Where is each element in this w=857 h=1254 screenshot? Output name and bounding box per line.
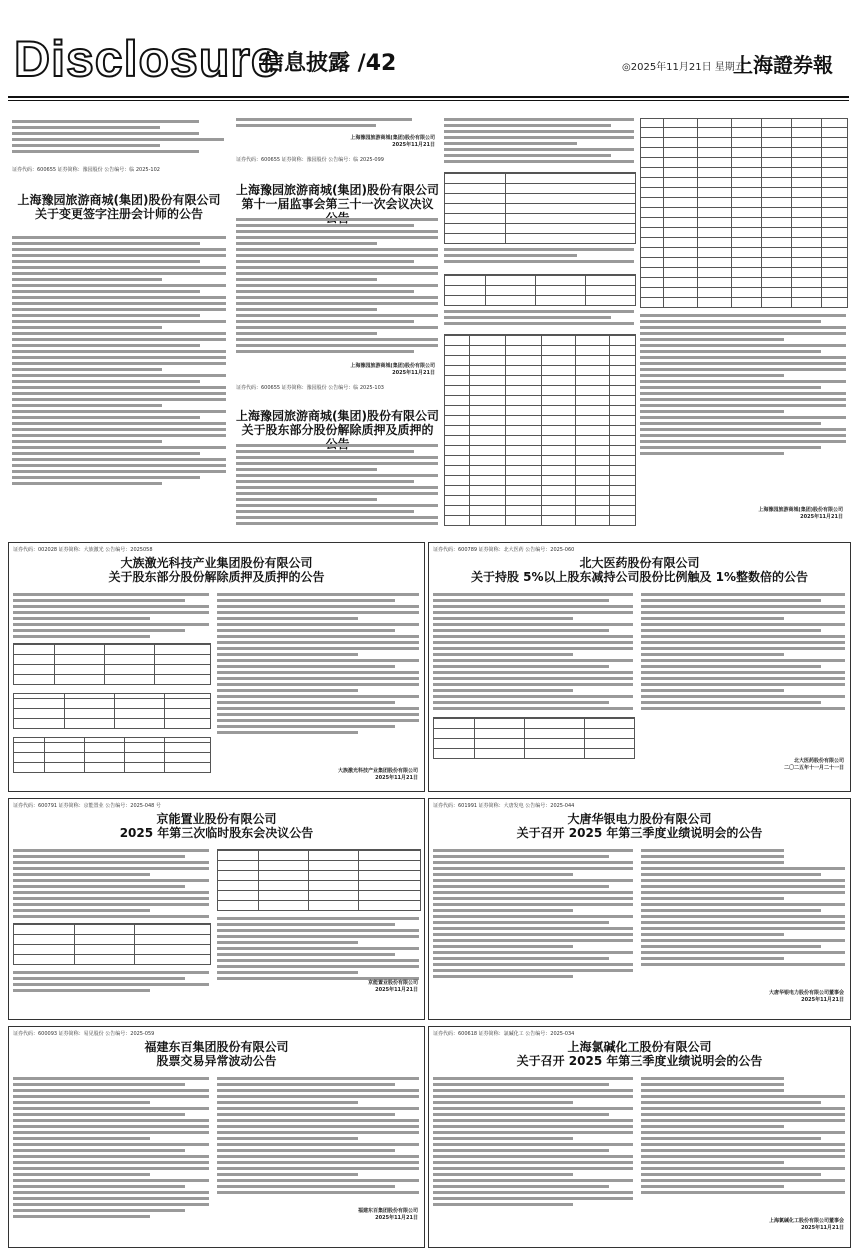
- notice-title: 京能置业股份有限公司 2025 年第三次临时股东会决议公告: [119, 812, 314, 840]
- notice-body: [433, 1077, 633, 1209]
- data-table: [13, 737, 211, 773]
- notice-body: [433, 593, 633, 713]
- notice-body: [433, 849, 633, 981]
- notice-body: [13, 849, 209, 921]
- notice-body: [13, 1077, 209, 1221]
- notice-signature: 北大医药股份有限公司 二〇二五年十一月二十一日: [783, 758, 844, 771]
- notice-body: [640, 314, 846, 458]
- notice-header: 证券代码：002028 证券简称：大族激光 公告编号：2025058: [13, 547, 153, 553]
- notice-body: [12, 236, 226, 488]
- notice-title: 大唐华银电力股份有限公司 关于召开 2025 年第三季度业绩说明会的公告: [516, 812, 763, 840]
- notice-title: 上海豫园旅游商城(集团)股份有限公司 关于变更签字注册会计师的公告: [17, 193, 221, 221]
- notice-signature: 上海豫园旅游商城(集团)股份有限公司 2025年11月21日: [350, 363, 435, 376]
- data-table: [13, 923, 211, 965]
- notice-yuyuan-cpa: [8, 114, 230, 534]
- notice-dongbai: [8, 1026, 425, 1248]
- notice-header: 证券代码：600655 证券简称：豫园股份 公告编号：临 2025-103: [236, 385, 384, 391]
- notice-title: 上海豫园旅游商城(集团)股份有限公司 关于股东部分股份解除质押及质押的: [236, 409, 439, 437]
- notice-signature: 京能置业股份有限公司 2025年11月21日: [367, 980, 418, 993]
- notice-body: [444, 248, 634, 266]
- data-table: [444, 334, 636, 526]
- notice-chlor-alkali: [428, 1026, 851, 1248]
- notice-body: [641, 849, 845, 969]
- notice-signature: 上海氯碱化工股份有限公司董事会 2025年11月21日: [768, 1218, 844, 1231]
- notice-body: [217, 593, 419, 737]
- notice-jingneng: [8, 798, 425, 1020]
- data-table: [640, 118, 848, 308]
- data-table: [13, 643, 211, 685]
- data-table: [444, 274, 636, 306]
- notice-body: [641, 593, 845, 713]
- notice-signature: 大唐华银电力股份有限公司董事会 2025年11月21日: [768, 990, 844, 1003]
- notice-hans-laser: [8, 542, 425, 792]
- notice-body: [444, 118, 634, 166]
- notice-body: [236, 444, 438, 528]
- notice-pku-pharma: [428, 542, 851, 792]
- notice-header: 证券代码：600093 证券简称：易见股份 公告编号：2025-059: [13, 1031, 155, 1037]
- notice-title: 上海豫园旅游商城(集团)股份有限公司 第十一届监事会第三十一次会议决议: [236, 183, 439, 211]
- notice-header: 证券代码：600655 证券简称：豫园股份 公告编号：临 2025-102: [12, 167, 160, 173]
- notice-title: 大族激光科技产业集团股份有限公司 关于股东部分股份解除质押及质押的公告: [108, 556, 325, 584]
- notice-title: 福建东百集团股份有限公司 股票交易异常波动公告: [144, 1040, 289, 1068]
- notice-title: 上海氯碱化工股份有限公司 关于召开 2025 年第三季度业绩说明会的公告: [516, 1040, 763, 1068]
- notice-datang-huayin: [428, 798, 851, 1020]
- notice-header: 证券代码：600791 证券简称：京能置业 公告编号：2025-048 号: [13, 803, 161, 809]
- notice-yuyuan-board: [236, 114, 439, 534]
- brand-logo: Disclosure: [14, 31, 280, 87]
- notice-body: [641, 1077, 845, 1197]
- section-title: 信息披露 /42: [262, 51, 397, 76]
- data-table: [444, 172, 636, 244]
- notice-yuyuan-pledge-cont: [444, 114, 849, 534]
- notice-header: 证券代码：601991 证券简称：大唐发电 公告编号：2025-044: [433, 803, 575, 809]
- data-table: [433, 717, 635, 759]
- notice-signature: 上海豫园旅游商城(集团)股份有限公司 2025年11月21日: [758, 507, 843, 520]
- notice-body: [236, 118, 436, 130]
- notice-header: 证券代码：600655 证券简称：豫园股份 公告编号：临 2025-099: [236, 157, 384, 163]
- paper-name: 上海證券報: [733, 53, 833, 77]
- header-rule-thin: [8, 100, 849, 101]
- data-table: [13, 693, 211, 729]
- masthead: [0, 0, 857, 108]
- notice-signature: 大族激光科技产业集团股份有限公司 2025年11月21日: [337, 768, 418, 781]
- notice-body: [217, 917, 419, 983]
- notice-body: [444, 310, 634, 328]
- data-table: [217, 849, 421, 911]
- notice-signature: 福建东百集团股份有限公司 2025年11月21日: [357, 1208, 418, 1221]
- notice-header: 证券代码：600789 证券简称：北大医药 公告编号：2025-060: [433, 547, 575, 553]
- notice-body: [236, 218, 438, 356]
- notice-body: [13, 593, 209, 641]
- notice-header: 证券代码：600618 证券简称：氯碱化工 公告编号：2025-034: [433, 1031, 575, 1037]
- notice-signature: 上海豫园旅游商城(集团)股份有限公司 2025年11月21日: [350, 135, 435, 148]
- notice-body: [217, 1077, 419, 1197]
- notice-body: [12, 120, 224, 156]
- notice-title: 北大医药股份有限公司 关于持股 5%以上股东减持公司股份比例触及 1%整数倍的公告: [470, 556, 809, 584]
- issue-date: ◎2025年11月21日 星期五: [622, 62, 745, 73]
- notice-body: [13, 971, 209, 995]
- header-rule: [8, 96, 849, 98]
